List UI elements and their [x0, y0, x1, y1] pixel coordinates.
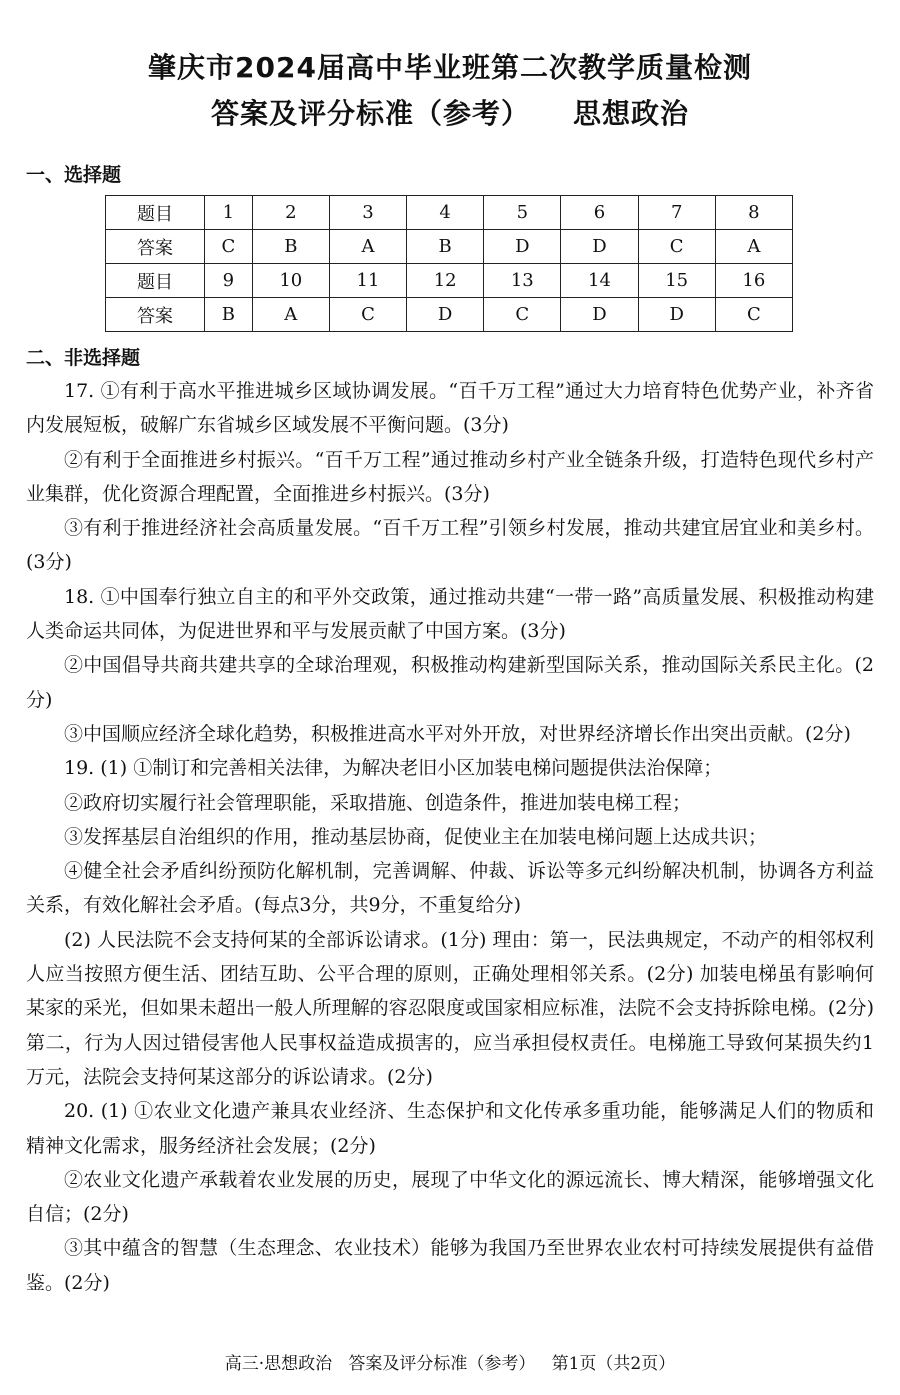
table-cell: 6: [561, 196, 638, 230]
table-cell: A: [252, 298, 329, 332]
table-cell: C: [638, 230, 715, 264]
section-heading-choice: 一、选择题: [26, 164, 122, 186]
answer-paragraph: 17. ①有利于高水平推进城乡区域协调发展。“百千万工程”通过大力培育特色优势产业，补齐省内发展短板，破解广东省城乡区域发展不平衡问题。(3分): [26, 380, 874, 437]
table-cell: 14: [561, 264, 638, 298]
table-cell: D: [407, 298, 484, 332]
document-subtitle: 答案及评分标准（参考） 思想政治: [211, 97, 689, 130]
answer-paragraph: ④健全社会矛盾纠纷预防化解机制，完善调解、仲裁、诉讼等多元纠纷解决机制，协调各方利益关系，有效化解社会矛盾。(每点3分，共9分，不重复给分): [26, 860, 874, 917]
table-cell: D: [561, 230, 638, 264]
table-row: [106, 298, 793, 332]
table-cell: D: [484, 230, 561, 264]
answer-paragraph: ②政府切实履行社会管理职能，采取措施、创造条件，推进加装电梯工程；: [64, 791, 692, 814]
answer-paragraph: ③中国顺应经济全球化趋势，积极推进高水平对外开放，对世界经济增长作出突出贡献。(2分): [64, 722, 851, 745]
table-cell: C: [715, 298, 792, 332]
table-cell: 4: [407, 196, 484, 230]
table-cell: 12: [407, 264, 484, 298]
table-cell: B: [205, 298, 253, 332]
table-cell: 1: [205, 196, 253, 230]
table-cell: 7: [638, 196, 715, 230]
table-cell: 10: [252, 264, 329, 298]
table-cell: D: [561, 298, 638, 332]
table-cell: C: [205, 230, 253, 264]
table-cell: B: [407, 230, 484, 264]
table-cell: 3: [329, 196, 406, 230]
table-cell: 15: [638, 264, 715, 298]
answer-paragraph: ③其中蕴含的智慧（生态理念、农业技术）能够为我国乃至世界农业农村可持续发展提供有益借鉴。(2分): [26, 1237, 874, 1294]
answer-paragraph: (2) 人民法院不会支持何某的全部诉讼请求。(1分) 理由：第一，民法典规定，不动产的相邻权利人应当按照方便生活、团结互助、公平合理的原则，正确处理相邻关系。(2分) 加装电梯虽有影响何某家的采光，但如果未超出一般人所理解的容忍限度或国家相应标准，法院不会支持拆除电梯。(2分) 第二，行为人因过错侵害他人民事权益造成损害的，应当承担侵权责任。电梯施工导致何某损失约1万元，法院会支持何某这部分的诉讼请求。(2分): [26, 928, 874, 1088]
table-row-label: 题目: [106, 196, 205, 230]
table-cell: 8: [715, 196, 792, 230]
table-cell: D: [638, 298, 715, 332]
table-cell: 2: [252, 196, 329, 230]
answer-paragraph: 18. ①中国奉行独立自主的和平外交政策，通过推动共建“一带一路”高质量发展、积极推动构建人类命运共同体，为促进世界和平与发展贡献了中国方案。(3分): [26, 585, 874, 643]
table-row: [106, 230, 793, 264]
table-cell: C: [329, 298, 406, 332]
answer-paragraph: ②有利于全面推进乡村振兴。“百千万工程”通过推动乡村产业全链条升级，打造特色现代乡村产业集群，优化资源合理配置，全面推进乡村振兴。(3分): [26, 448, 874, 505]
answer-paragraph: ③发挥基层自治组织的作用，推动基层协商，促使业主在加装电梯问题上达成共识；: [64, 825, 768, 848]
table-cell: A: [329, 230, 406, 264]
table-cell: 9: [205, 264, 253, 298]
table-cell: 11: [329, 264, 406, 298]
table-row: [106, 264, 793, 298]
page-footer: 高三·思想政治 答案及评分标准（参考） 第1页（共2页）: [224, 1354, 676, 1374]
table-row-label: 题目: [106, 264, 205, 298]
table-row-label: 答案: [106, 230, 205, 264]
table-cell: 13: [484, 264, 561, 298]
answer-paragraph: 19. (1) ①制订和完善相关法律，为解决老旧小区加装电梯问题提供法治保障；: [64, 757, 723, 780]
answer-paragraph: 20. (1) ①农业文化遗产兼具农业经济、生态保护和文化传承多重功能，能够满足人们的物质和精神文化需求，服务经济社会发展；(2分): [26, 1100, 874, 1157]
table-cell: C: [484, 298, 561, 332]
answer-paragraph: ②农业文化遗产承载着农业发展的历史，展现了中华文化的源远流长、博大精深，能够增强文化自信；(2分): [26, 1168, 874, 1226]
table-cell: 5: [484, 196, 561, 230]
answer-paragraph: ②中国倡导共商共建共享的全球治理观，积极推动构建新型国际关系，推动国际关系民主化。(2分): [26, 654, 874, 711]
table-cell: A: [715, 230, 792, 264]
document-title: 肇庆市2024届高中毕业班第二次教学质量检测: [148, 51, 752, 84]
table-cell: B: [252, 230, 329, 264]
table-row-label: 答案: [106, 298, 205, 332]
answer-body: [26, 374, 874, 1300]
section-heading-nonchoice: 二、非选择题: [26, 347, 141, 369]
table-cell: 16: [715, 264, 792, 298]
answer-paragraph: ③有利于推进经济社会高质量发展。“百千万工程”引领乡村发展，推动共建宜居宜业和美乡村。(3分): [26, 517, 874, 574]
table-row: [106, 196, 793, 230]
answer-table: [105, 195, 793, 332]
